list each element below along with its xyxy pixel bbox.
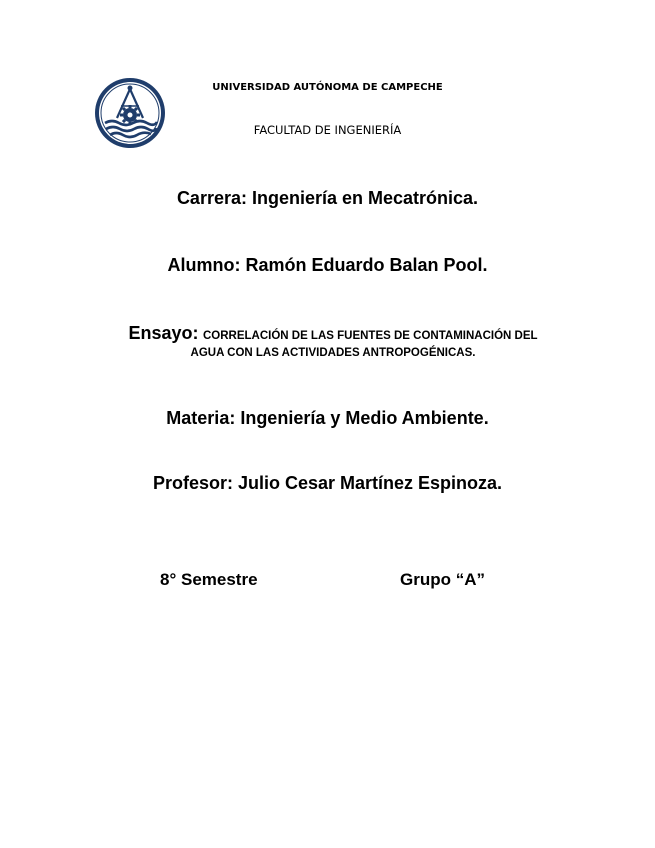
faculty-name: FACULTAD DE INGENIERÍA xyxy=(253,123,402,137)
essay-label: Ensayo: xyxy=(128,323,199,343)
essay-title-line2: AGUA CON LAS ACTIVIDADES ANTROPOGÉNICAS. xyxy=(190,347,476,359)
university-name: UNIVERSIDAD AUTÓNOMA DE CAMPECHE xyxy=(212,82,443,93)
student-line: Alumno: Ramón Eduardo Balan Pool. xyxy=(167,255,488,275)
essay-title-line1: CORRELACIÓN DE LAS FUENTES DE CONTAMINACIÓN DEL xyxy=(202,330,538,342)
career-line: Carrera: Ingeniería en Mecatrónica. xyxy=(176,188,479,208)
subject-line: Materia: Ingeniería y Medio Ambiente. xyxy=(166,408,489,428)
group-label: Grupo “A” xyxy=(400,570,485,589)
semester-label: 8° Semestre xyxy=(160,570,258,589)
essay-block xyxy=(98,325,568,361)
professor-line: Profesor: Julio Cesar Martínez Espinoza. xyxy=(152,473,503,493)
